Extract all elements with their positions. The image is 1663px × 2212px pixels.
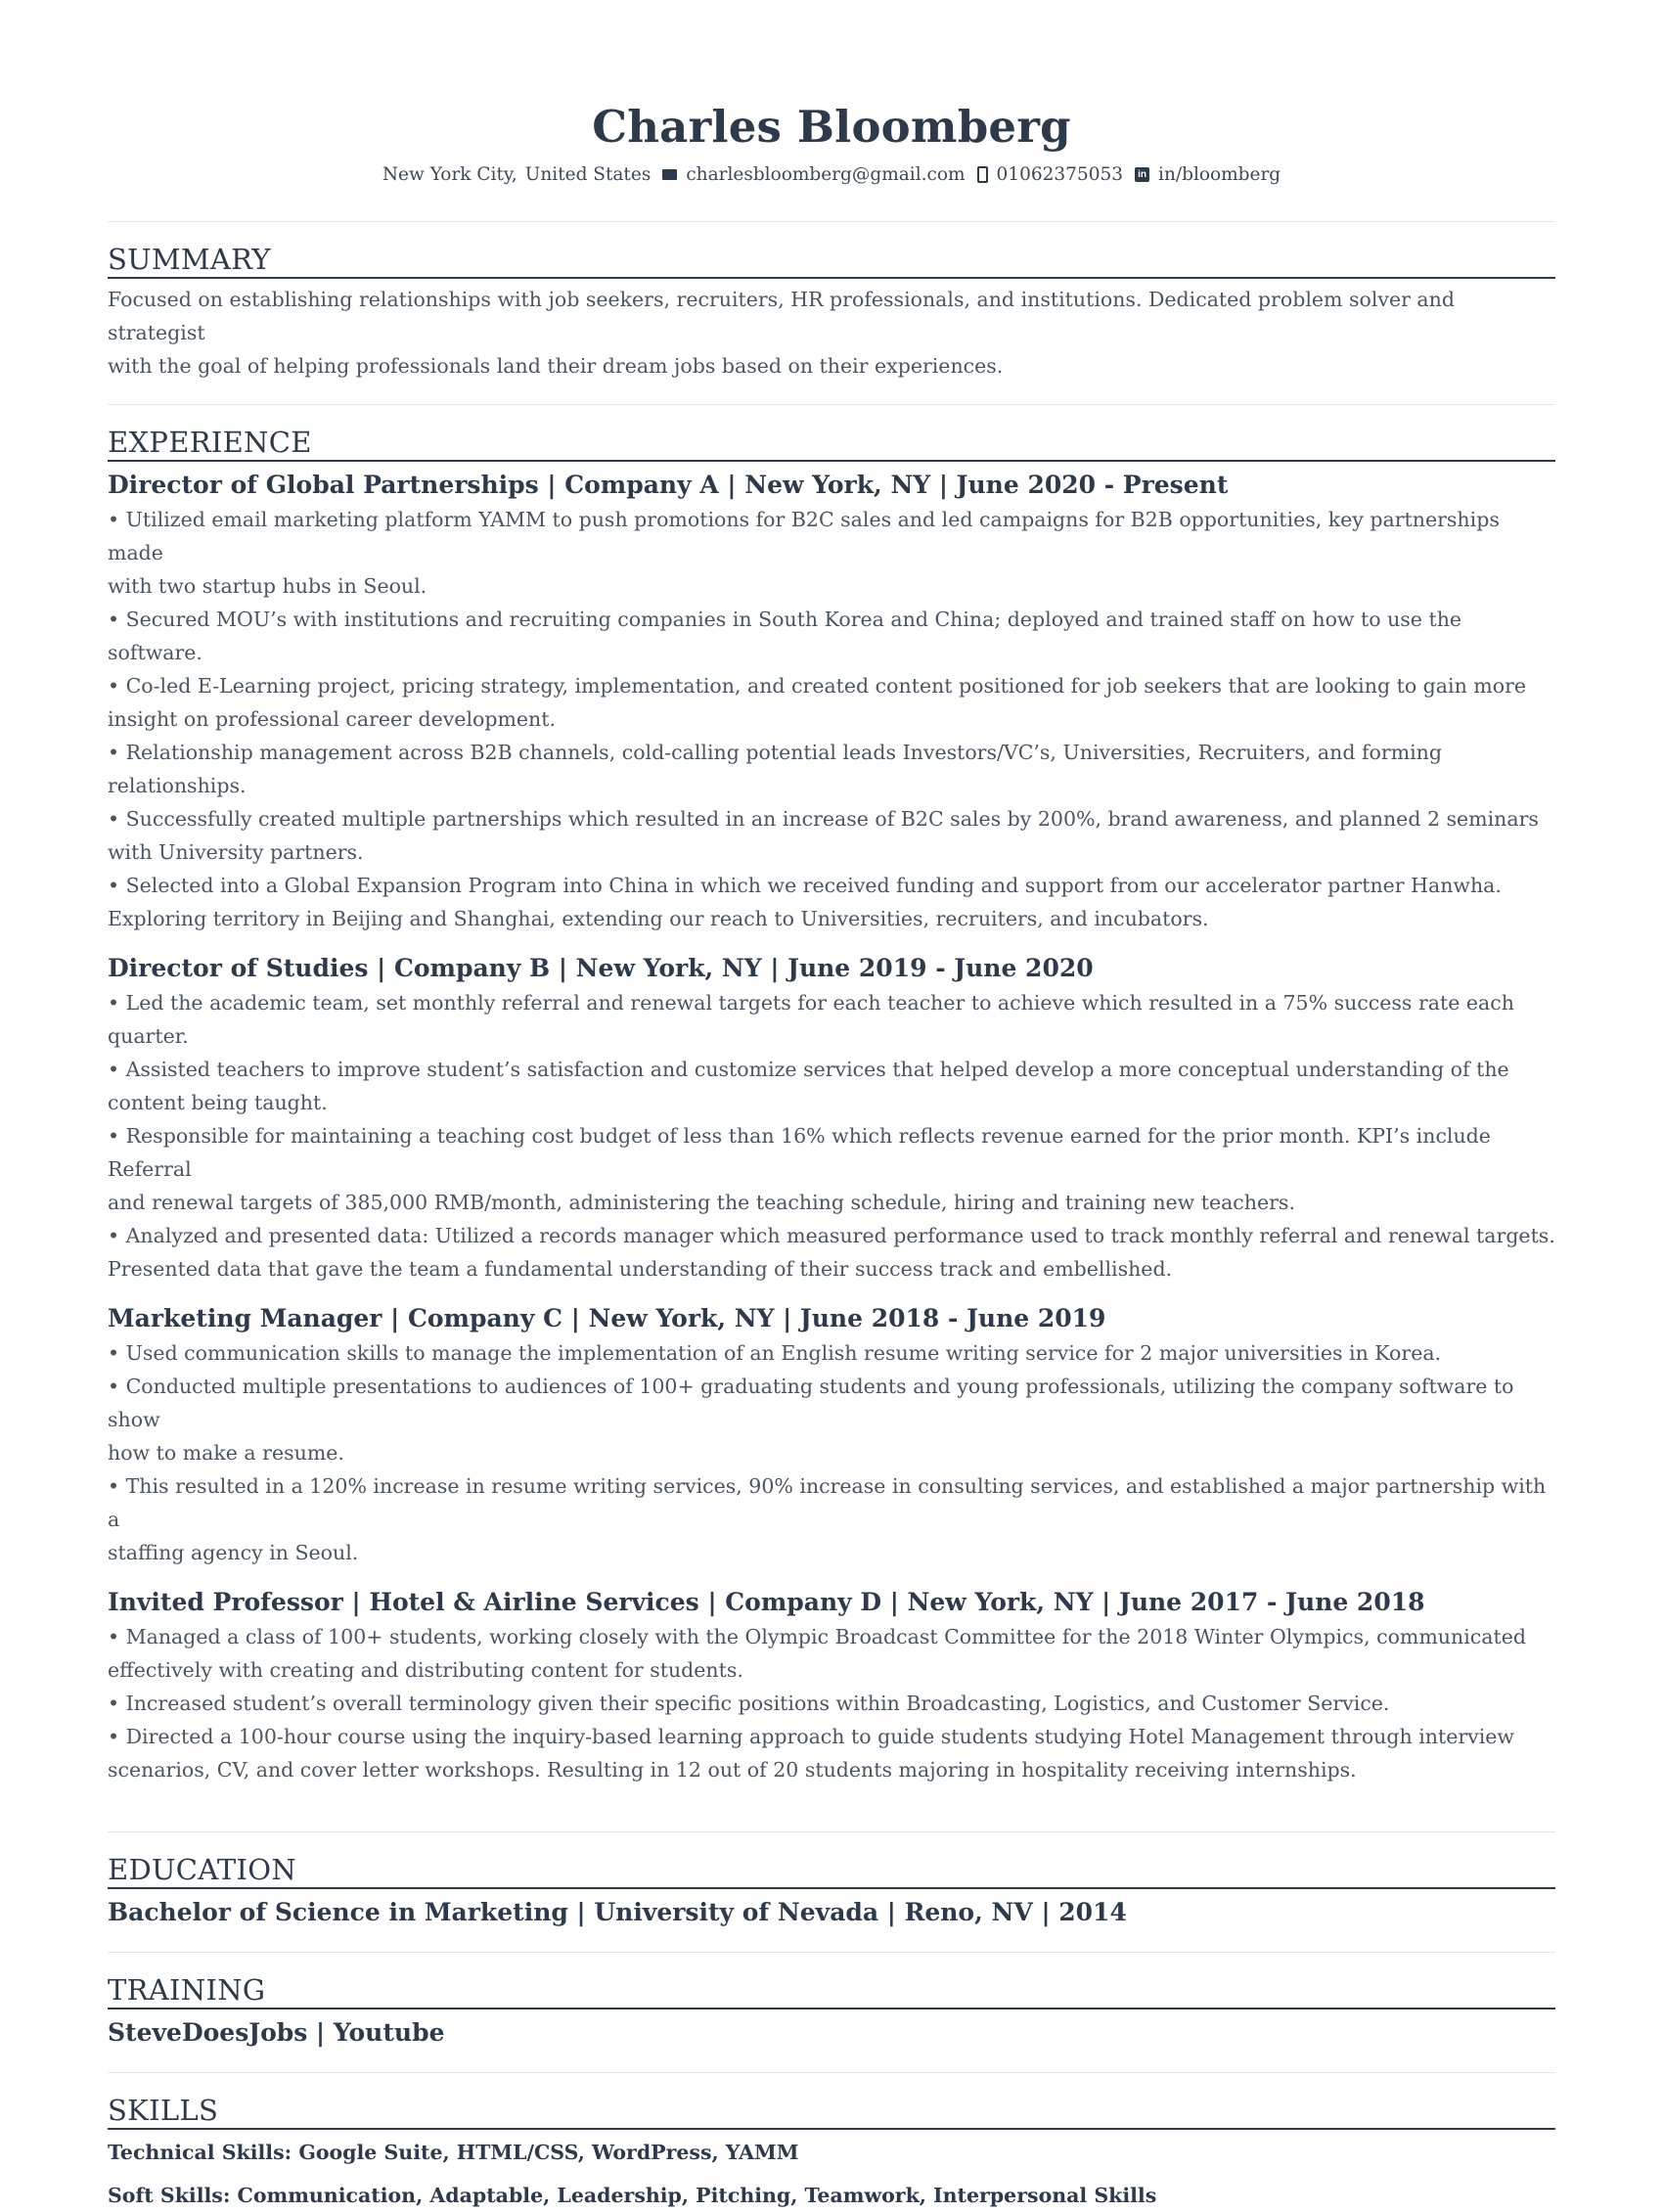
divider [108,1952,1555,1953]
job-bullet-line: quarter. [108,1024,189,1048]
section-title-skills: SKILLS [108,2093,1555,2130]
job-bullet-line: • Directed a 100-hour course using the inquiry-based learning approach to guide students studying Hotel Management through interview [108,1725,1514,1748]
skills-section [108,2093,1555,2212]
job-bullet-line: • Utilized email marketing platform YAMM to push promotions for B2C sales and led campaigns for B2B opportunities, key partnerships made [108,508,1500,564]
email-item[interactable] [662,164,965,185]
linkedin-item[interactable] [1135,164,1281,185]
job-bullet-line: • This resulted in a 120% increase in resume writing services, 90% increase in consulting services, and established a major partnership with a [108,1474,1547,1531]
education-entry: Bachelor of Science in Marketing | University of Nevada | Reno, NV | 2014 [108,1898,1127,1926]
divider [108,221,1555,222]
summary-line: Focused on establishing relationships with job seekers, recruiters, HR professionals, and institutions. Dedicated problem solver and strategist [108,288,1455,344]
job-bullet-line: • Managed a class of 100+ students, working closely with the Olympic Broadcast Committee for the 2018 Winter Olympics, communicated [108,1625,1526,1648]
job-entry [108,468,1555,935]
job-bullet-line: Exploring territory in Beijing and Shanghai, extending our reach to Universities, recruiters, and incubators. [108,907,1209,930]
job-bullet-line: • Relationship management across B2B channels, cold-calling potential leads Investors/VC’s, Universities, Recruiters, and forming [108,741,1443,764]
job-bullet-line: • Conducted multiple presentations to audiences of 100+ graduating students and young professionals, utilizing the company software to show [108,1375,1514,1431]
job-entry [108,951,1555,1286]
job-bullet-line: • Secured MOU’s with institutions and recruiting companies in South Korea and China; deployed and trained staff on how to use the software. [108,608,1462,664]
job-heading: Director of Studies | Company B | New York, NY | June 2019 - June 2020 [108,954,1094,982]
job-heading: Invited Professor | Hotel & Airline Services | Company D | New York, NY | June 2017 - June 2018 [108,1588,1425,1616]
job-bullet-line: • Analyzed and presented data: Utilized a records manager which measured performance used to track monthly referral and renewal targets. [108,1224,1555,1247]
phone-item [977,164,1123,185]
divider [108,404,1555,405]
linkedin-icon: in [1135,167,1149,182]
job-bullet-line: effectively with creating and distributing content for students. [108,1658,743,1682]
job-bullet-line: • Assisted teachers to improve student’s satisfaction and customize services that helped develop a more conceptual understanding of the [108,1058,1509,1081]
job-bullet-line: insight on professional career development. [108,707,556,731]
job-entry [108,1585,1555,1786]
job-bullet-line: relationships. [108,774,247,797]
divider [108,1831,1555,1832]
email-text[interactable]: charlesbloomberg@gmail.com [686,164,966,185]
job-bullet-line: scenarios, CV, and cover letter workshops. Resulting in 12 out of 20 students majoring in hospitality receiving internships. [108,1758,1357,1782]
summary-line: with the goal of helping professionals land their dream jobs based on their experiences. [108,354,1004,378]
job-bullet-line: and renewal targets of 385,000 RMB/month, administering the teaching schedule, hiring and training new teachers. [108,1191,1295,1214]
job-bullet-line: • Successfully created multiple partnerships which resulted in an increase of B2C sales by 200%, brand awareness, and planned 2 seminars [108,807,1539,831]
job-bullet-line: • Responsible for maintaining a teaching cost budget of less than 16% which reflects revenue earned for the prior month. KPI’s include Referral [108,1124,1491,1181]
job-bullet-line: • Used communication skills to manage the implementation of an English resume writing service for 2 major universities in Korea. [108,1341,1442,1365]
technical-skills: Technical Skills: Google Suite, HTML/CSS, WordPress, YAMM [108,2141,799,2164]
job-bullet-line: Presented data that gave the team a fundamental understanding of their success track and embellished. [108,1257,1173,1281]
job-entry [108,1301,1555,1569]
linkedin-text[interactable]: in/bloomberg [1158,164,1281,185]
job-bullet-line: • Led the academic team, set monthly referral and renewal targets for each teacher to achieve which resulted in a 75% success rate each [108,991,1514,1015]
job-heading: Marketing Manager | Company C | New York, NY | June 2018 - June 2019 [108,1304,1106,1332]
job-heading: Director of Global Partnerships | Company A | New York, NY | June 2020 - Present [108,471,1229,499]
section-title-education: EDUCATION [108,1852,1555,1889]
phone-icon [977,166,988,183]
location-country: United States [524,164,652,185]
training-entry: SteveDoesJobs | Youtube [108,2018,445,2047]
section-title-experience: EXPERIENCE [108,425,1555,462]
candidate-name: Charles Bloomberg [592,101,1071,153]
job-bullet-line: • Co-led E-Learning project, pricing strategy, implementation, and created content positioned for job seekers that are looking to gain more [108,674,1527,698]
training-section [108,1972,1555,2051]
soft-skills: Soft Skills: Communication, Adaptable, Leadership, Pitching, Teamwork, Interpersonal Skills [108,2184,1157,2207]
section-title-summary: SUMMARY [108,242,1555,279]
experience-section [108,425,1555,1786]
job-bullet-line: how to make a resume. [108,1441,344,1465]
location [382,164,651,185]
job-bullet-line: • Increased student’s overall terminology given their specific positions within Broadcasting, Logistics, and Customer Service. [108,1692,1390,1715]
location-city: New York City, [382,164,517,185]
job-bullet-line: with two startup hubs in Seoul. [108,574,427,598]
education-section [108,1852,1555,1930]
job-bullet-line: content being taught. [108,1091,328,1114]
phone-text: 01062375053 [996,164,1124,185]
job-bullet-line: • Selected into a Global Expansion Program into China in which we received funding and support from our accelerator partner Hanwha. [108,874,1502,897]
summary-section [108,242,1555,383]
section-title-training: TRAINING [108,1972,1555,2009]
job-bullet-line: staffing agency in Seoul. [108,1541,359,1564]
mail-icon [662,169,677,180]
job-bullet-line: with University partners. [108,840,364,864]
divider [108,2072,1555,2073]
contact-bar [108,164,1555,185]
